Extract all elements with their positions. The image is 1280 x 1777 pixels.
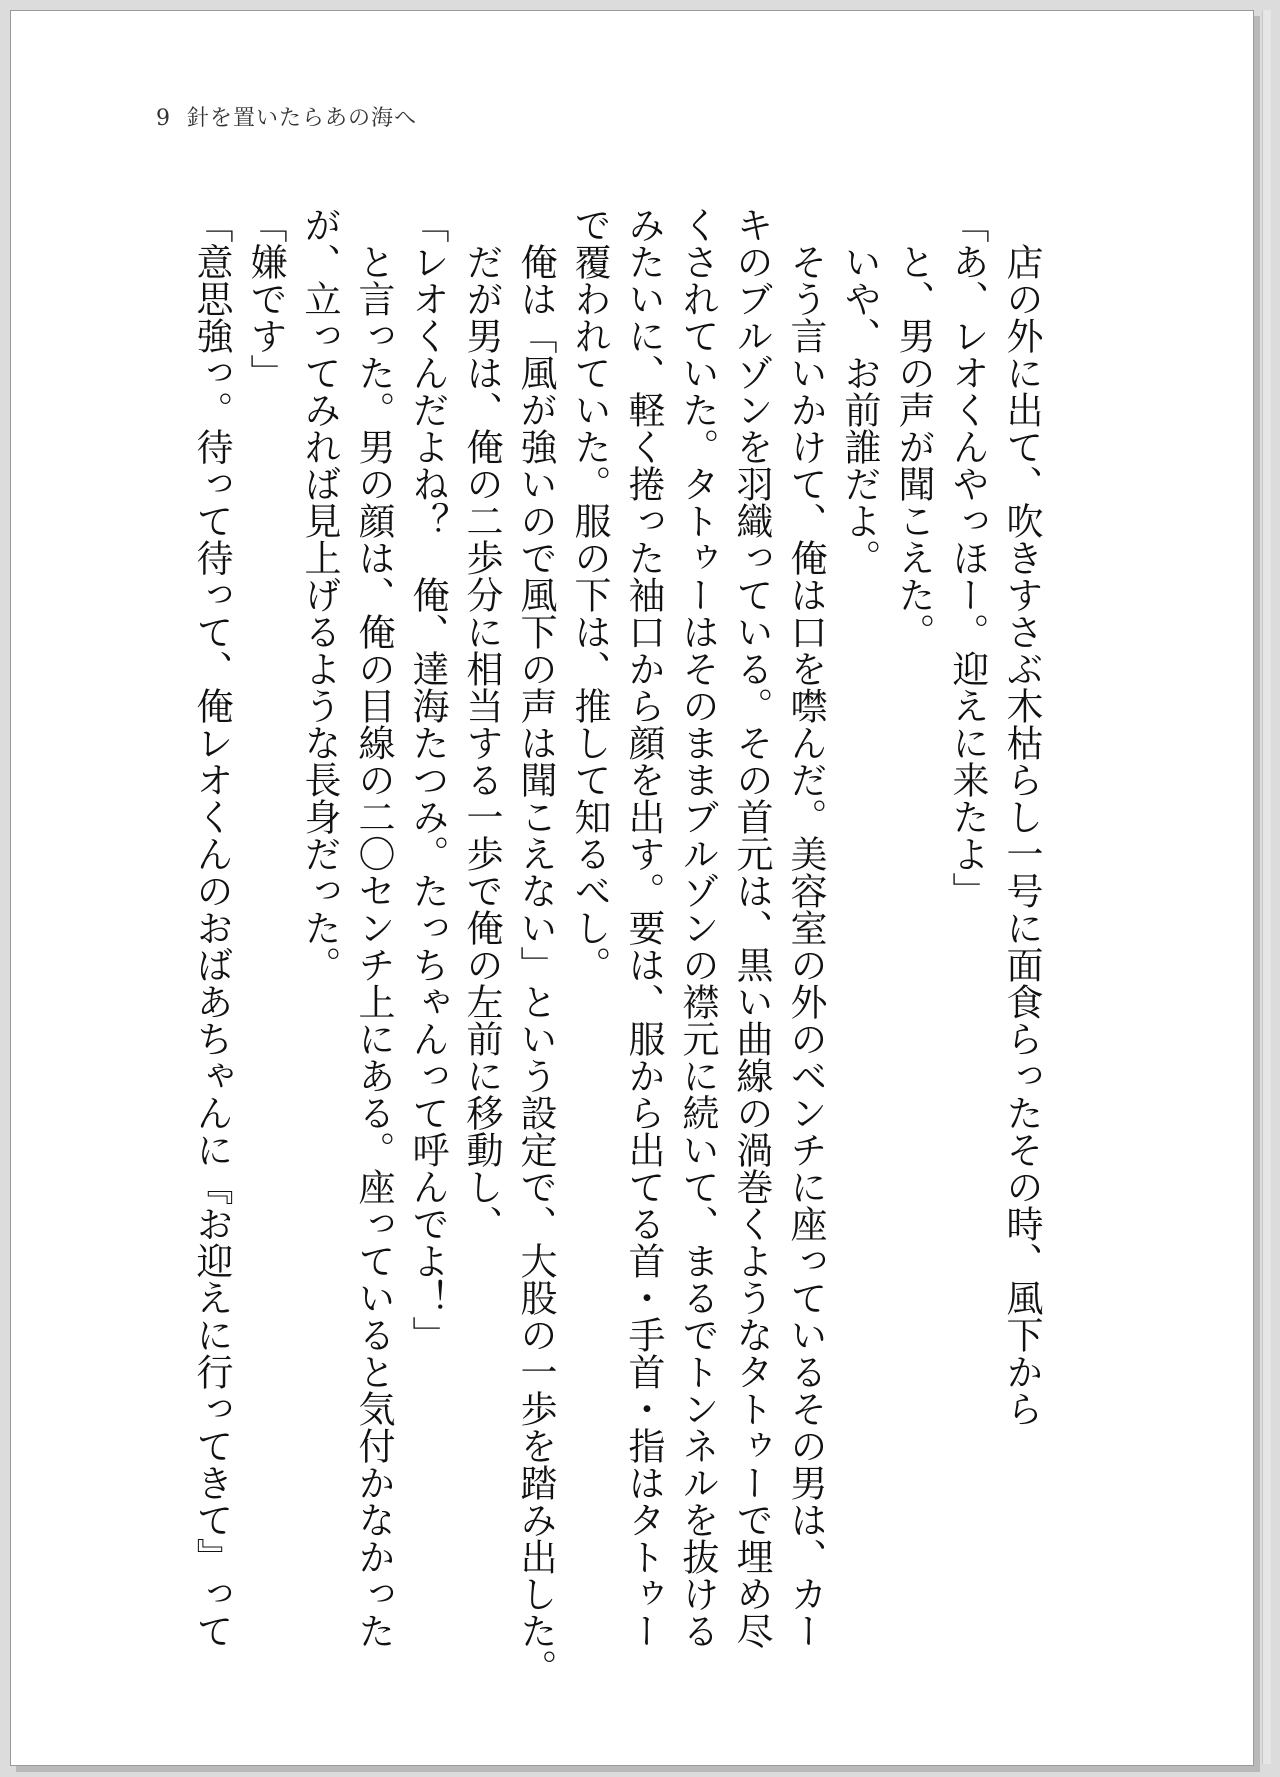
body-text (184, 206, 1048, 1686)
text-line: くされていた。タトゥーはそのままブルゾンの襟元に続いて、まるでトンネルを抜ける (676, 206, 719, 1649)
text-line: キのブルゾンを羽織っている。その首元は、黒い曲線の渦巻くようなタトゥーで埋め尽 (730, 206, 773, 1649)
text-line: 「意思強っ。待って待って、俺レオくんのおばあちゃんに『お迎えに行ってきて』って (190, 206, 233, 1649)
book-page (10, 10, 1254, 1766)
text-line: が、立ってみれば見上げるような長身だった。 (298, 206, 341, 983)
text-line: そう言いかけて、俺は口を噤んだ。美容室の外のベンチに座っているその男は、カー (784, 206, 827, 1649)
chapter-title: 針を置いたらあの海へ (187, 106, 418, 131)
text-line: と、男の声が聞こえた。 (892, 206, 935, 650)
text-line: 俺は「風が強いので風下の声は聞こえない」という設定で、大股の一歩を踏み出した。 (514, 206, 557, 1686)
text-line: と言った。男の顔は、俺の目線の二〇センチ上にある。座っていると気付かなかった (352, 206, 395, 1649)
running-head (156, 101, 417, 132)
text-line: 「あ、レオくんやっほー。迎えに来たよ」 (946, 206, 989, 909)
viewer-scrollbar[interactable] (1262, 10, 1271, 1764)
text-line: 店の外に出て、吹きすさぶ木枯らし一号に面食らったその時、風下から (1000, 206, 1043, 1427)
text-line: 「レオくんだよね？ 俺、達海たつみ。たっちゃんって呼んでよ！」 (406, 206, 449, 1353)
text-line: 「嫌です」 (244, 206, 287, 391)
text-line: いや、お前誰だよ。 (838, 206, 881, 576)
text-line: だが男は、俺の二歩分に相当する一歩で俺の左前に移動し、 (460, 206, 503, 1242)
text-line: で覆われていた。服の下は、推して知るべし。 (568, 206, 611, 983)
text-line: みたいに、軽く捲った袖口から顔を出す。要は、服から出てる首・手首・指はタトゥー (622, 206, 665, 1649)
page-number: 9 (156, 106, 171, 131)
